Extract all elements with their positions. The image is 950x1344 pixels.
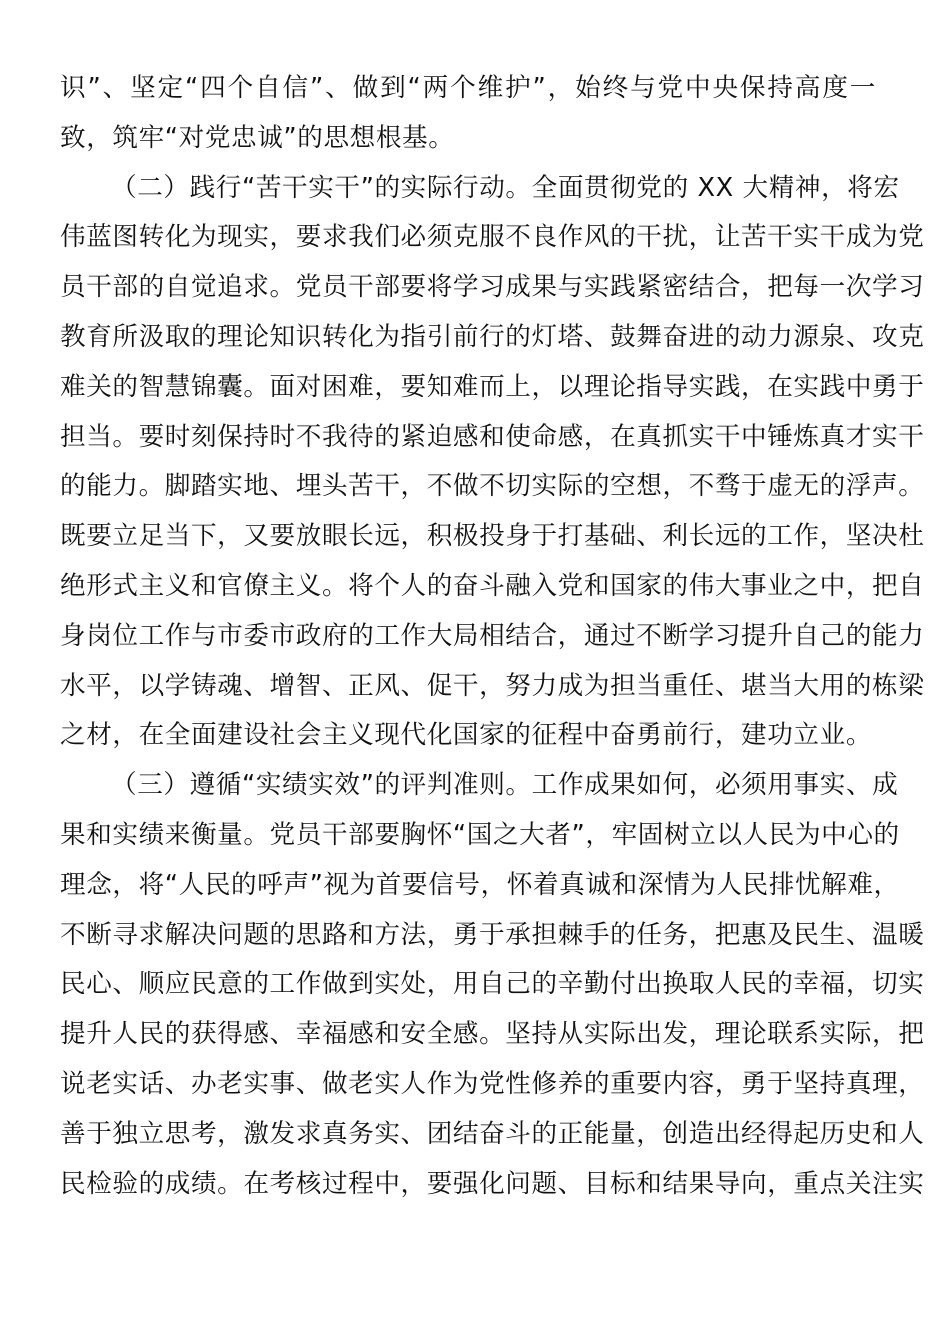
text-line: 民检验的成绩。在考核过程中，要强化问题、目标和结果导向，重点关注实 [60, 1168, 925, 1199]
text-line: 担当。要时刻保持时不我待的紧迫感和使命感，在真抓实干中锤炼真才实干 [60, 421, 925, 452]
text-line: 身岗位工作与市委市政府的工作大局相结合，通过不断学习提升自己的能力 [60, 620, 925, 651]
paragraph-section-three [60, 761, 925, 1209]
text-line: 水平，以学铸魂、增智、正风、促干，努力成为担当重任、堪当大用的栋梁 [60, 670, 925, 701]
document-body [60, 64, 925, 1209]
text-line: 识”、坚定“四个自信”、做到“两个维护”，始终与党中央保持高度一 [60, 73, 876, 103]
paragraph-continuation [60, 64, 876, 164]
paragraph-section-two [60, 164, 925, 762]
text-line: 既要立足当下，又要放眼长远，积极投身于打基础、利长远的工作，坚决杜 [60, 521, 925, 552]
text-line: （二）践行“苦干实干”的实际行动。全面贯彻党的 XX 大精神，将宏 [111, 172, 900, 203]
text-line: 员干部的自觉追求。党员干部要将学习成果与实践紧密结合，把每一次学习 [60, 272, 925, 303]
text-line: 善于独立思考，激发求真务实、团结奋斗的正能量，创造出经得起历史和人 [60, 1118, 925, 1149]
text-line: 提升人民的获得感、幸福感和安全感。坚持从实际出发，理论联系实际，把 [60, 1019, 925, 1050]
text-line: 致，筑牢“对党忠诚”的思想根基。 [60, 122, 455, 153]
text-line: 理念，将“人民的呼声”视为首要信号，怀着真诚和深情为人民排忧解难， [60, 869, 900, 900]
text-line: 伟蓝图转化为现实，要求我们必须克服不良作风的干扰，让苦干实干成为党 [60, 222, 925, 253]
text-line: 民心、顺应民意的工作做到实处，用自己的辛勤付出换取人民的幸福，切实 [60, 969, 925, 1000]
text-line: 的能力。脚踏实地、埋头苦干，不做不切实际的空想，不骛于虚无的浮声。 [60, 471, 925, 502]
text-line: 难关的智慧锦囊。面对困难，要知难而上，以理论指导实践，在实践中勇于 [60, 371, 925, 402]
text-line: 之材，在全面建设社会主义现代化国家的征程中奋勇前行，建功立业。 [60, 720, 873, 751]
text-line: 绝形式主义和官僚主义。将个人的奋斗融入党和国家的伟大事业之中，把自 [60, 570, 925, 601]
text-line: 说老实话、办老实事、做老实人作为党性修养的重要内容，勇于坚持真理， [60, 1068, 925, 1099]
text-line: （三）遵循“实绩实效”的评判准则。工作成果如何，必须用事实、成 [111, 770, 899, 801]
text-line: 不断寻求解决问题的思路和方法，勇于承担棘手的任务，把惠及民生、温暖 [60, 919, 925, 950]
text-line: 果和实绩来衡量。党员干部要胸怀“国之大者”，牢固树立以人民为中心的 [60, 819, 900, 850]
text-line: 教育所汲取的理论知识转化为指引前行的灯塔、鼓舞奋进的动力源泉、攻克 [60, 321, 925, 352]
